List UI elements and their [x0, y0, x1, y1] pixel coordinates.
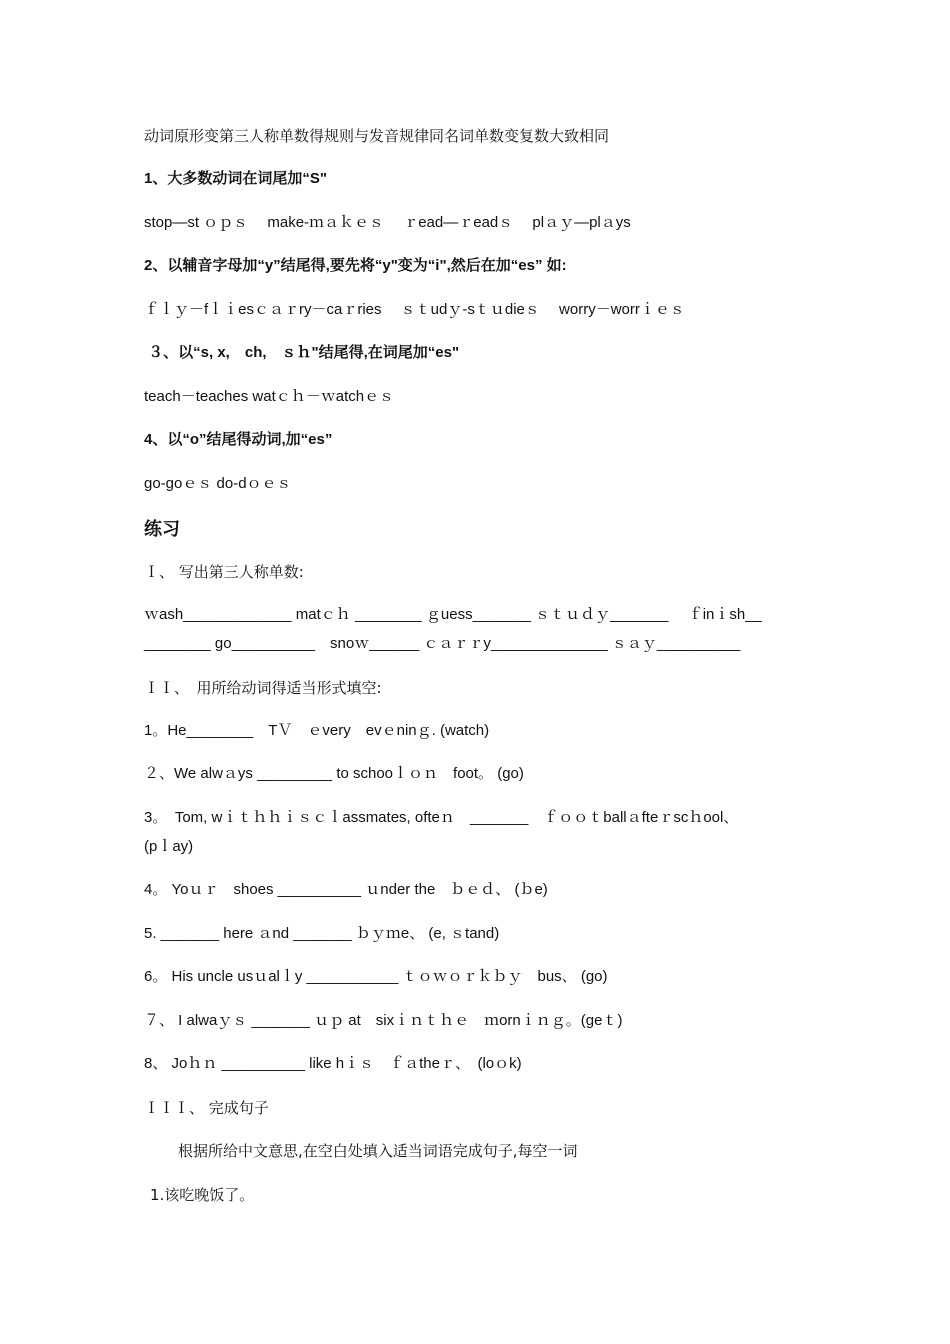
section-2-item-3: 3。 Tom, wｉｔｈｈｉｓｃｌassmates, ofteｎ _______ ｆｏｏｔballａfteｒscｈool、 [144, 809, 739, 826]
section-3-instruction: 根据所给中文意思,在空白处填入适当词语完成句子,每空一词 [178, 1142, 578, 1160]
section-2-item-5: 5. _______ here ａnd _______ ｂｙｍe、 (e, ｓtand) [144, 925, 500, 942]
rule-4-example: go-goｅｓ do-dｏｅｓ [144, 475, 292, 492]
rule-2-example: ｆｌｙ－fｌｉesｃａｒry－caｒries ｓｔudｙ-sｔｕdieｓ worry－worrｉｅｓ [144, 301, 685, 318]
practice-heading: 练习 [144, 519, 180, 539]
section-2-item-4: 4。 Yoｕｒ shoes __________ ｕnder the ｂｅｄ、 (ｂe) [144, 881, 548, 898]
rule-4-title: 4、以“o”结尾得动词,加“es” [144, 431, 333, 448]
section-2-item-1: 1。He________ TＶ ｅvery evｅninｇ. (watch) [144, 722, 490, 739]
section-2-item-6: 6。 His uncle usｕalｌy ___________ ｔｏｗｏｒｋｂｙ bus、 (go) [144, 968, 608, 985]
section-3-item-1: 1.该吃晚饭了。 [150, 1186, 255, 1204]
section-2-title: ＩＩ、 用所给动词得适当形式填空: [144, 679, 382, 697]
section-1-title: Ｉ、 写出第三人称单数: [144, 563, 304, 581]
section-3-title: ＩＩＩ、 完成句子 [144, 1099, 269, 1117]
section-2-item-3-continued: (pｌay) [144, 838, 194, 855]
section-2-item-2: ２、We alwａys _________ to schooｌｏｎ foot。 (go) [144, 765, 524, 782]
rule-2-title: 2、以辅音字母加“y”结尾得,要先将“y"变为“i",然后在加“es” 如: [144, 257, 567, 274]
rule-3-example: teach－teaches watｃｈ－ｗatchｅｓ [144, 388, 395, 405]
rule-1-title: 1、大多数动词在词尾加“S" [144, 170, 327, 187]
rule-1-example: stop—st ｏｐｓ make-ｍａｋｅｓ ｒead—ｒeadｓ plａｙ—plａys [144, 214, 631, 231]
intro-text: 动词原形变第三人称单数得规则与发音规律同名词单数变复数大致相同 [144, 127, 610, 145]
rule-3-title: ３、以“s, x, ch, ｓｈ"结尾得,在词尾加“es" [144, 344, 460, 361]
section-2-item-8: 8、 Joｈｎ __________ like hｉｓ ｆａtheｒ、 (loｏk) [144, 1055, 522, 1072]
section-2-item-7: ７、 I alwaｙｓ _______ ｕｐ at sixｉｎｔｈｅ ｍornｉｎｇ。(geｔ) [144, 1012, 623, 1029]
section-1-line-1: ｗash_____________ matｃｈ ________ ｇuess_______ ｓｔｕｄｙ_______ ｆinｉsh__ [144, 606, 762, 623]
section-1-line-2: ________ go__________ snoｗ______ ｃａｒｒy______________ ｓａｙ__________ [144, 635, 741, 652]
